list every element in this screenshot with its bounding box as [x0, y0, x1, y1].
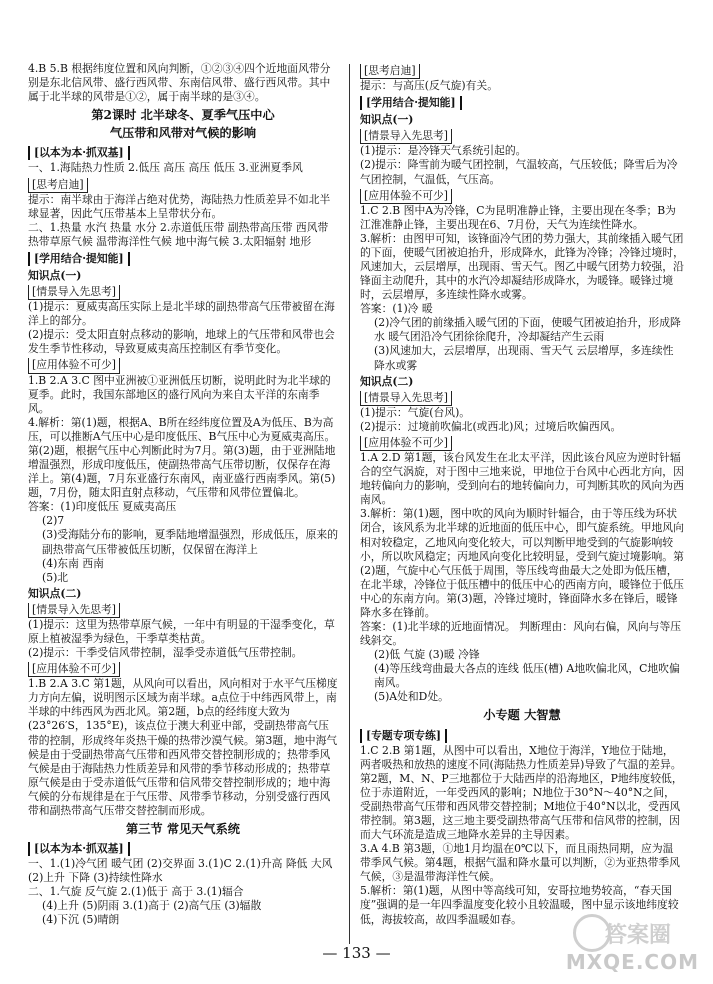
- answer-line: (4)上升 (5)阴雨 3.(1)高于 (2)高气压 (3)辐散: [42, 899, 262, 913]
- label-wrap: [360, 389, 684, 406]
- label-wrap: [28, 283, 338, 300]
- section-heading: [以本为本·抓双基]: [28, 842, 130, 856]
- subsection-label: [应用体验不可少]: [28, 358, 120, 373]
- text-paragraph: (2)提示：降雪前为暖气团控制，气温较高，气压较低；降雪后为冷气团控制，气温低，气压高。: [360, 158, 678, 186]
- text-paragraph: 5.解析：第(1)题，从图中等高线可知，安哥拉地势较高，“春天国度”强调的是一年四季温度变化较小且较温暖，图中显示该地纬度较低，海拔较高，故四季温暖如春。: [360, 884, 679, 926]
- subsection-label: [情景导入先思考]: [360, 129, 452, 144]
- section-heading: [学用结合·提知能]: [28, 252, 130, 266]
- section-heading: [专题专项专练]: [360, 729, 447, 743]
- left-column: [28, 62, 338, 928]
- text-paragraph: (1)提示：这里为热带草原气候，一年中有明显的干湿季变化，草原上植被湿季为绿色，干季草类枯黄。: [28, 617, 335, 645]
- answer-line: (3)风速加大，云层增厚，出现雨、雪天气 云层增厚，多连续性降水或雾: [374, 344, 674, 372]
- label-wrap: [28, 249, 338, 267]
- page-number: — 133 —: [322, 944, 391, 962]
- text-paragraph: 提示：与高压(反气旋)有关。: [360, 79, 498, 93]
- knowledge-point-heading: 知识点(一): [360, 113, 414, 127]
- answer-line: (4)东南 西南: [42, 556, 104, 570]
- subsection-label: [应用体验不可少]: [360, 189, 452, 204]
- text-paragraph: (2)提示：干季受信风带控制，湿季受赤道低气压带控制。: [28, 646, 303, 660]
- text-paragraph: 3.解析：第(1)题，图中吹的风向为顺时针辐合，由于等压线为环状闭合，该风系为北半球的近地面的低压中心，即气旋系统。甲地风向相对较稳定，乙地风向变化较大，可以判断甲地受到的气旋影响较小，所以吹风稳定；丙地风向变化比较明显，受到气旋过境影响。第(2)题，气旋中心气压低于周围，等压线弯曲最大之处即为低压槽，在北半球，冷锋位于低压槽中的低压中心的西南方向，暖锋位于低压中心的东南方向。第(3)题，冷锋过境时，锋面降水多在锋后，暖锋降水多在锋前。: [360, 507, 684, 619]
- subsection-label: [思考启迪]: [360, 64, 420, 79]
- text-paragraph: 1.C 2.B 图中A为冷锋，C为昆明准静止锋，主要出现在冬季；B为江淮准静止锋，主要出现在6、7月份，天气为连续性降水。: [360, 203, 676, 231]
- answer-line: (4)等压线弯曲最大各点的连线 低压(槽) A地吹偏北风，C地吹偏南风。: [374, 662, 680, 690]
- section-heading: [学用结合·提知能]: [360, 96, 462, 110]
- answer-line: (3)受海陆分布的影响，夏季陆地增温强烈，形成低压，原来的副热带高气压带被低压切断，仅保留在海洋上: [42, 528, 339, 556]
- section-title: 小专题 大智慧: [483, 708, 561, 723]
- label-wrap: [28, 143, 338, 161]
- text-paragraph: (1)提示：是冷锋天气系统引起的。: [360, 144, 527, 158]
- text-paragraph: 二、1.气旋 反气旋 2.(1)低于 高于 3.(1)辐合: [28, 885, 244, 899]
- subsection-label: [情景导入先思考]: [28, 285, 120, 300]
- knowledge-point-heading: 知识点(二): [28, 586, 82, 600]
- text-paragraph: 4.B 5.B 根据纬度位置和风向判断，①②③④四个近地面风带分别是东北信风带、盛行西风带、东南信风带、盛行西风带。其中属于北半球的风带是①②，属于南半球的是③④。: [28, 62, 331, 104]
- knowledge-point-heading: 知识点(二): [360, 374, 414, 388]
- text-paragraph: 1.B 2.A 3.C 第1题，从风向可以看出，风向相对于水平气压梯度力方向左偏，说明图示区域为南半球。a点位于中纬西风带上，南半球的中纬西风为西北风。第2题，b点的经纬度大致为(23°26′S，135°E)，该点位于澳大利亚中部，受副热带高气压带的控制，形成终年炎热干燥的热带沙漠气候。第3题，地中海气候是由于受副热带高气压带和西风带交替控制形成的；热带季风气候是由于海陆热力性质差异和风带的季节移动形成的；热带草原气候是由于受赤道低气压带和信风带交替控制形成的；地中海气候的分布规律是在于气压带、风带季节移动，分别受盛行西风带和副热带高气压带交替控制而形成。: [28, 677, 338, 817]
- label-wrap: [360, 187, 684, 204]
- lesson-title: 第2课时 北半球冬、夏季气压中心: [91, 108, 275, 123]
- right-column: [360, 62, 684, 927]
- lesson-title: 气压带和风带对气候的影响: [109, 126, 257, 141]
- watermark-text-top: 答案圈: [604, 923, 671, 948]
- answer-line: (2)7: [42, 514, 65, 528]
- text-paragraph: 答案：(1)冷 暖: [360, 302, 433, 316]
- text-paragraph: 3.解析：由图甲可知，该锋面冷气团的势力强大，其前缘插入暖气团的下面，使暖气团被迫抬升，形成降水，此锋为冷锋；冷锋过境时，风速加大，云层增厚，出现雨、雪天气。图乙中暖气团势力较强，沿锋面主动爬升，其中的水汽冷却凝结形成降水，为暖锋。暖锋过境时，云层增厚，多连续性降水或雾。: [360, 231, 684, 302]
- text-paragraph: 答案：(1)印度低压 夏威夷高压: [28, 500, 177, 514]
- answer-line: (4)下沉 (5)晴朗: [42, 913, 120, 927]
- text-paragraph: 1.A 2.D 第1题，该台风发生在北太平洋，因此该台风应为逆时针辐合的空气涡旋，对于图中三地来说，甲地位于台风中心西北方向，因地转偏向力的影响，受到向右的地转偏向力，可判断其吹的风向为西南风。: [360, 451, 684, 507]
- answer-line: (5)A处和D处。: [374, 690, 449, 704]
- label-wrap: [28, 839, 338, 857]
- text-paragraph: 4.解析：第(1)题，根据A、B所在经纬度位置及A为低压、B为高压，可以推断A气压中心是印度低压、B气压中心为夏威夷高压。第(2)题，根据气压中心判断此时为7月。第(3)题，由于亚洲陆地增温强烈，形成印度低压，使副热带高气压带切断，仅保存在海洋上。第(4)题，7月东亚盛行东南风，南亚盛行西南季风。第(5)题，7月份，随太阳直射点移动，气压带和风带位置偏北。: [28, 415, 336, 500]
- answer-line: (5)北: [42, 570, 69, 584]
- text-paragraph: 答案：(1)北半球的近地面情况。 判断理由：风向右偏，风向与等压线斜交。: [360, 619, 682, 648]
- label-wrap: [28, 601, 338, 618]
- label-wrap: [28, 660, 338, 677]
- subsection-label: [情景导入先思考]: [28, 603, 120, 618]
- text-paragraph: (2)提示：过境前吹偏北(或西北)风；过境后吹偏西风。: [360, 419, 622, 433]
- watermark-text-bottom: MXQE.COM: [565, 950, 699, 974]
- label-wrap: [360, 434, 684, 451]
- column-divider: [349, 64, 350, 944]
- text-paragraph: 提示：南半球由于海洋占绝对优势，海陆热力性质差异不如北半球显著，因此气压带基本上呈带状分布。: [28, 192, 331, 220]
- label-wrap: [28, 176, 338, 193]
- label-wrap: [360, 726, 684, 744]
- label-wrap: [360, 127, 684, 144]
- watermark-logo: [549, 908, 699, 978]
- text-paragraph: 1.C 2.B 第1题，从图中可以看出，X地位于海洋，Y地位于陆地，两者吸热和放热的速度不同(海陆热力性质差异)导致了气温的差异。第2题，M、N、P三地都位于大陆西岸的沿海地区，P地纬度较低，位于赤道附近，一年受西风的影响；N地位于30°N～40°N之间，受副热带高气压带和西风带交替控制；M地位于40°N以北，受西风带控制。第3题，这三地主要受副热带高气压带和信风带的控制，因而大气环流是造成三地降水差异的主导因素。: [360, 743, 683, 842]
- section-title: 第三节 常见天气系统: [126, 821, 240, 836]
- text-paragraph: (1)提示：气旋(台风)。: [360, 405, 471, 419]
- subsection-label: [应用体验不可少]: [28, 662, 120, 677]
- text-paragraph: 二、1.热量 水汽 热量 水分 2.赤道低压带 副热带高压带 西风带 热带草原气候 温带海洋性气候 地中海气候 3.太阳辐射 地形: [28, 220, 329, 248]
- subsection-label: [情景导入先思考]: [360, 391, 452, 406]
- text-paragraph: 一、1.(1)冷气团 暖气团 (2)交界面 3.(1)C 2.(1)升高 降低 大风 (2)上升 下降 (3)持续性降水: [28, 857, 333, 885]
- text-paragraph: (1)提示：夏威夷高压实际上是北半球的副热带高气压带被留在海洋上的部分。: [28, 300, 335, 328]
- text-paragraph: 一、1.海陆热力性质 2.低压 高压 高压 低压 3.亚洲夏季风: [28, 161, 303, 175]
- text-paragraph: 1.B 2.A 3.C 图中亚洲被①亚洲低压切断，说明此时为北半球的夏季。此时，我国东部地区的盛行风向为来自太平洋的东南季风。: [28, 373, 331, 415]
- answer-line: (2)冷气团的前缘插入暖气团的下面，使暖气团被迫抬升，形成降水 暖气团沿冷气团徐徐爬升，冷却凝结产生云雨: [374, 316, 681, 344]
- section-heading: [以本为本·抓双基]: [28, 146, 130, 160]
- text-paragraph: (2)提示：受太阳直射点移动的影响，地球上的气压带和风带也会发生季节性移动，导致夏威夷高压控制区有季节变化。: [28, 328, 335, 356]
- subsection-label: [思考启迪]: [28, 178, 88, 193]
- label-wrap: [360, 62, 684, 79]
- text-paragraph: 3.A 4.B 第3题，①地1月均温在0℃以下，而且雨热同期，应为温带季风气候。第4题，根据气温和降水量可以判断，②为亚热带季风气候，③是温带海洋性气候。: [360, 842, 680, 884]
- knowledge-point-heading: 知识点(一): [28, 269, 82, 283]
- label-wrap: [360, 93, 684, 111]
- label-wrap: [28, 356, 338, 373]
- answer-line: (2)低 气旋 (3)暖 冷锋: [374, 648, 480, 662]
- subsection-label: [应用体验不可少]: [360, 436, 452, 451]
